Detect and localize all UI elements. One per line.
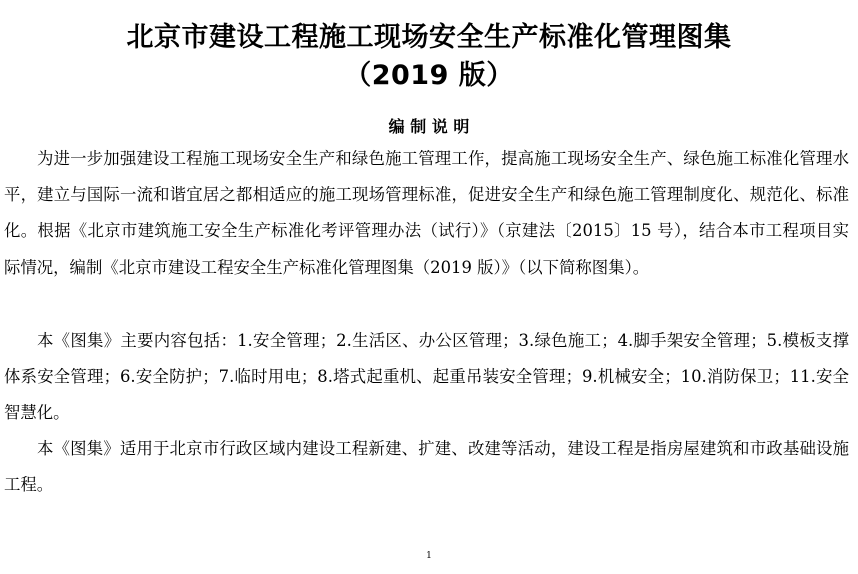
page-number: 1 [426, 551, 432, 561]
paragraph-contents: 本《图集》主要内容包括：1.安全管理；2.生活区、办公区管理；3.绿色施工；4.脚手架安全管理；5.模板支撑体系安全管理；6.安全防护；7.临时用电；8.塔式起重机、起重吊装安全管理；9.机械安全；10.消防保卫；11.安全智慧化。 [4, 331, 849, 423]
paragraph-purpose: 为进一步加强建设工程施工现场安全生产和绿色施工管理工作，提高施工现场安全生产、绿色施工标准化管理水平，建立与国际一流和谐宜居之都相适应的施工现场管理标准，促进安全生产和绿色施工管理制度化、规范化、标准化。根据《北京市建筑施工安全生产标准化考评管理办法（试行）》（京建法〔2015〕15 号），结合本市工程项目实际情况，编制《北京市建设工程安全生产标准化管理图集（2019 版）》（以下简称图集）。 [4, 149, 849, 277]
paragraph-scope: 本《图集》适用于北京市行政区域内建设工程新建、扩建、改建等活动，建设工程是指房屋建筑和市政基础设施工程。 [4, 439, 849, 495]
document-title-edition: （2019 版） [344, 60, 514, 91]
document-title: 北京市建设工程施工现场安全生产标准化管理图集 [126, 22, 732, 53]
section-heading: 编 制 说 明 [388, 117, 470, 136]
